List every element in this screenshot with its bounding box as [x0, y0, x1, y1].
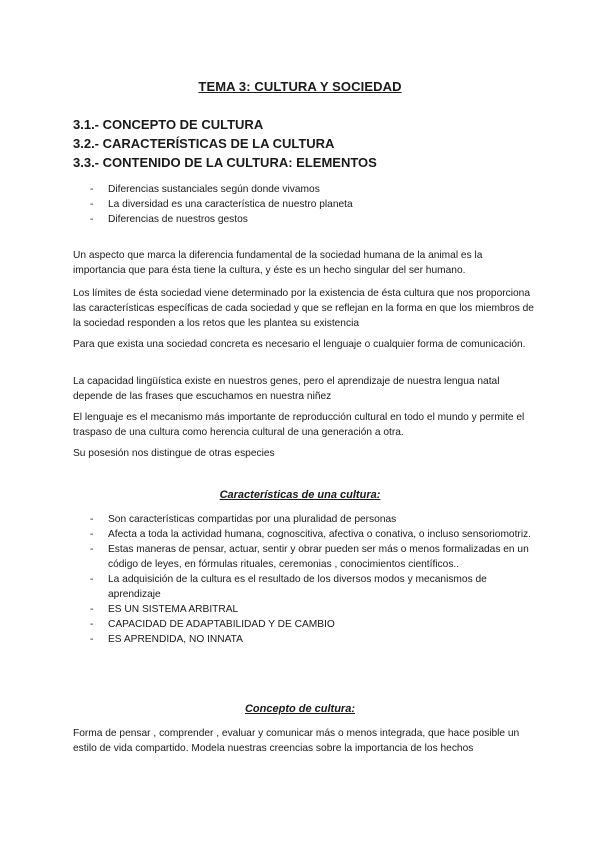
- bullet-dash: -: [90, 184, 94, 195]
- body-paragraphs: [73, 410, 535, 440]
- bullet-dash: -: [90, 199, 94, 210]
- paragraph: La capacidad lingüística existe en nuestros genes, pero el aprendizaje de nuestra lengua natal depende de las frases que escuchamos en nuestra niñez: [73, 376, 500, 402]
- list-item: - La adquisición de la cultura es el resultado de los diversos modos y mecanismos de aprendizaje: [90, 574, 487, 600]
- body-paragraphs: [73, 374, 535, 404]
- list-item: - Diferencias de nuestros gestos: [90, 214, 248, 225]
- bullet-dash: -: [90, 634, 94, 645]
- body-paragraphs: [73, 337, 535, 352]
- paragraph: Su posesión nos distingue de otras especies: [73, 448, 275, 459]
- list-item: - ES UN SISTEMA ARBITRAL: [90, 604, 239, 615]
- paragraph: Un aspecto que marca la diferencia fundamental de la sociedad humana de la animal es la importancia que para ésta tiene la cultura, y éste es un hecho singular del ser humano.: [73, 250, 483, 276]
- bullet-dash: -: [90, 574, 94, 585]
- body-paragraphs: [73, 248, 535, 278]
- list-item: - Estas maneras de pensar, actuar, sentir y obrar pueden ser más o menos formalizadas en un código de leyes, en fórmulas rituales, ceremonias , conocimientos científicos..: [90, 544, 529, 570]
- section-headings: [73, 115, 553, 172]
- paragraph: Para que exista una sociedad concreta es necesario el lenguaje o cualquier forma de comunicación.: [73, 339, 526, 350]
- list-item: - CAPACIDAD DE ADAPTABILIDAD Y DE CAMBIO: [90, 619, 335, 630]
- characteristics-bullet-list: [90, 512, 535, 647]
- section-heading-contenido: 3.3.- CONTENIDO DE LA CULTURA: ELEMENTOS: [73, 155, 377, 170]
- section-heading-caracteristicas: 3.2.- CARACTERÍSTICAS DE LA CULTURA: [73, 136, 335, 151]
- bullet-dash: -: [90, 544, 94, 555]
- body-paragraphs: [73, 286, 535, 331]
- list-item: - ES APRENDIDA, NO INNATA: [90, 634, 243, 645]
- list-item: - Afecta a toda la actividad humana, cognoscitiva, afectiva o conativa, o incluso sensoriomotriz.: [90, 529, 532, 540]
- list-item: - Son características compartidas por una pluralidad de personas: [90, 514, 397, 525]
- concept-heading: Concepto de cultura:: [244, 703, 355, 715]
- bullet-dash: -: [90, 514, 94, 525]
- paragraph: Los límites de ésta sociedad viene determinado por la existencia de ésta cultura que nos proporciona las características específicas de cada sociedad y que se reflejan en la forma en que los miembros de la sociedad responden a los retos que les plantea su existencia: [73, 288, 534, 329]
- bullet-dash: -: [90, 529, 94, 540]
- bullet-dash: -: [90, 214, 94, 225]
- body-paragraphs: [73, 446, 535, 461]
- characteristics-heading: Características de una cultura:: [219, 489, 381, 501]
- page-title: TEMA 3: CULTURA Y SOCIEDAD: [198, 79, 402, 94]
- paragraph: El lenguaje es el mecanismo más importante de reproducción cultural en todo el mundo y permite el traspaso de una cultura como herencia cultural de una generación a otra.: [73, 412, 525, 438]
- section-heading-concepto: 3.1.- CONCEPTO DE CULTURA: [73, 117, 264, 132]
- bullet-dash: -: [90, 604, 94, 615]
- paragraph: Forma de pensar , comprender , evaluar y comunicar más o menos integrada, que hace posible un estilo de vida compartido. Modela nuestras creencias sobre la importancia de los hechos: [73, 728, 520, 754]
- bullet-dash: -: [90, 619, 94, 630]
- intro-bullet-list: [90, 182, 530, 227]
- list-item: - Diferencias sustanciales según donde vivamos: [90, 184, 320, 195]
- concept-paragraph-block: [73, 726, 535, 756]
- list-item: - La diversidad es una característica de nuestro planeta: [90, 199, 353, 210]
